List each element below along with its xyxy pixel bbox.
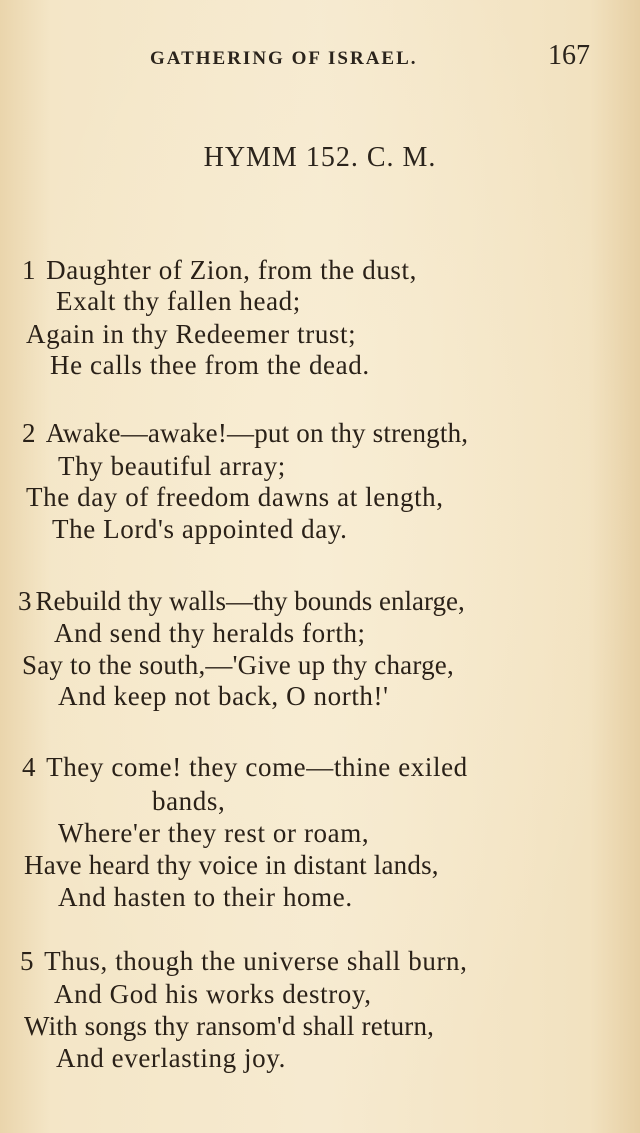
stanza-line: And hasten to their home. [58, 882, 353, 912]
verse-line-text: Awake—awake!—put on thy strength, [45, 418, 469, 448]
verse-line-text: Daughter of Zion, from the dust, [46, 255, 417, 285]
stanza-line: Say to the south,—'Give up thy charge, [22, 650, 454, 680]
verse-line-text: Rebuild thy walls—thy bounds enlarge, [35, 586, 465, 616]
stanza-line: bands, [152, 786, 226, 816]
stanza-line: Where'er they rest or roam, [58, 818, 370, 848]
stanza-number: 1 [22, 255, 37, 285]
stanza-line [22, 255, 417, 286]
stanza-number: 5 [20, 946, 35, 976]
stanza-line: The Lord's appointed day. [52, 514, 348, 544]
stanza-line: And everlasting joy. [56, 1043, 286, 1073]
stanza-line: And God his works destroy, [54, 979, 372, 1009]
stanza-line: And send thy heralds forth; [54, 618, 366, 648]
stanza-line [22, 418, 468, 449]
stanza-line: Exalt thy fallen head; [56, 286, 301, 316]
stanza-line: He calls thee from the dead. [50, 350, 370, 380]
stanza-line: Again in thy Redeemer trust; [26, 319, 357, 349]
stanza-line: Have heard thy voice in distant lands, [24, 850, 439, 880]
stanza-number: 2 [22, 418, 36, 448]
stanza-number: 3 [18, 586, 32, 616]
stanza-line: And keep not back, O north!' [58, 681, 389, 711]
stanza-line [20, 946, 468, 977]
stanza-line: With songs thy ransom'd shall return, [24, 1011, 435, 1041]
stanza-number: 4 [22, 752, 37, 782]
hymn-title: HYMM 152. C. M. [203, 142, 437, 173]
running-head: GATHERING OF ISRAEL. [150, 48, 418, 69]
stanza-line: The day of freedom dawns at length, [26, 482, 444, 512]
verse-line-text: Thus, though the universe shall burn, [44, 946, 468, 976]
stanza-line [22, 752, 468, 783]
verse-line-text: They come! they come—thine exiled [46, 752, 468, 782]
stanza-line [18, 586, 465, 617]
stanza-line: Thy beautiful array; [58, 451, 286, 481]
page-number: 167 [548, 40, 590, 71]
